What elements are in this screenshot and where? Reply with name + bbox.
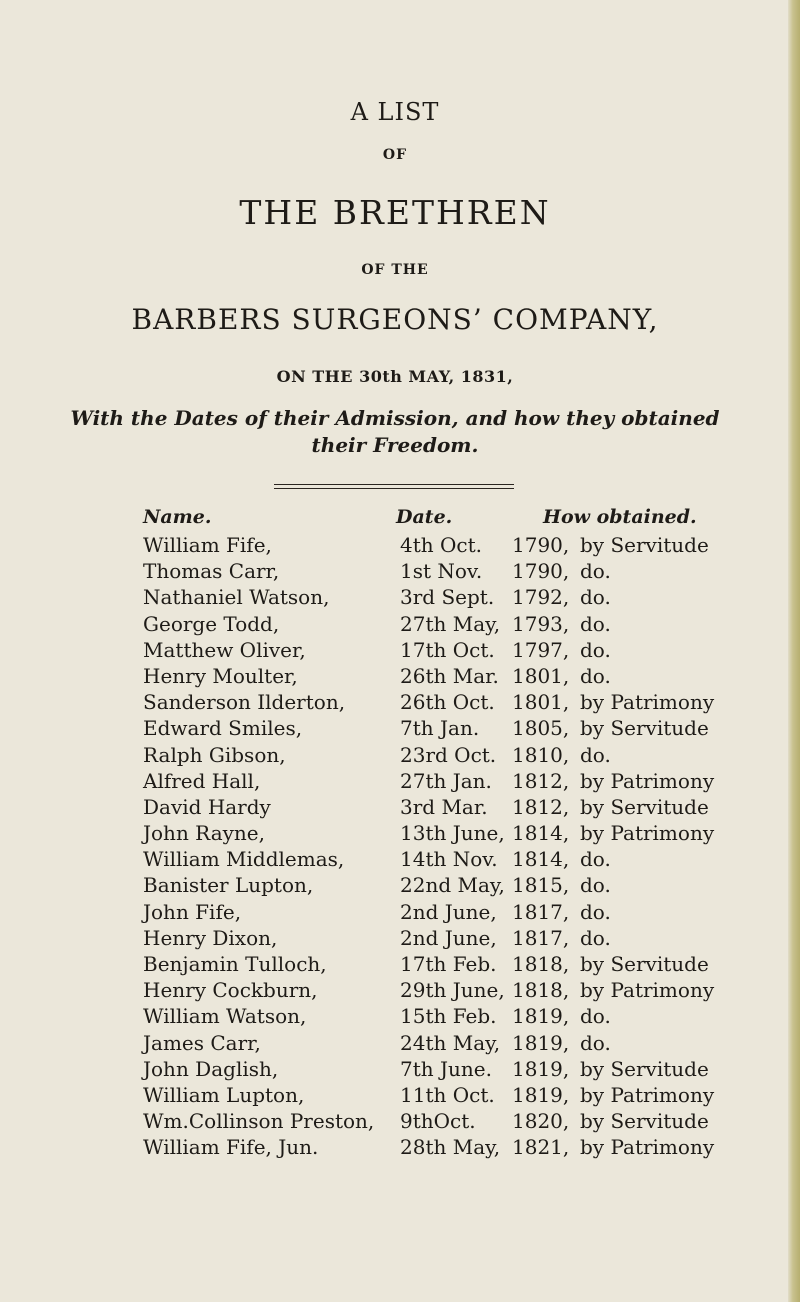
member-name: Wm.Collinson Preston, [143,1109,375,1134]
admission-year: 1819, [512,1056,570,1081]
how-obtained: by Servitude [580,952,709,976]
member-name: William Fife, Jun. [143,1135,319,1160]
admission-date: 26th Mar. [400,663,499,688]
how-obtained: by Patrimony [580,821,715,846]
admission-year: 1793, [512,611,570,636]
member-name: John Rayne, [143,821,265,846]
member-name: James Carr, [143,1030,261,1055]
admission-year: 1819, [512,1082,570,1107]
list-item [0,847,790,873]
page-edge [788,0,800,1302]
admission-date: 9thOct. [400,1109,476,1134]
how-obtained: by Servitude [580,716,709,741]
how-obtained: do. [580,899,611,924]
how-obtained: do. [580,1004,611,1029]
admission-year: 1815, [512,873,570,898]
admission-year: 1801, [512,690,570,715]
list-item [0,716,790,742]
admission-year: 1820, [512,1109,570,1134]
how-obtained: by Patrimony [580,978,715,1003]
admission-date: 14th Nov. [400,847,498,872]
admission-date: 7th June. [400,1056,492,1081]
list-item [0,638,790,664]
how-obtained: by Patrimony [580,1082,715,1107]
admission-date: 15th Feb. [400,1004,497,1029]
how-obtained: do. [580,1030,611,1055]
admission-year: 1819, [512,1004,570,1029]
admission-year: 1812, [512,794,570,819]
admission-year: 1790, [512,533,570,557]
admission-year: 1817, [512,925,570,950]
member-name: Thomas Carr, [143,559,280,584]
member-name: Sanderson Ilderton, [143,690,346,715]
admission-date: 11th Oct. [400,1082,495,1107]
admission-date: 28th May, [400,1135,501,1160]
list-item [0,952,790,978]
how-obtained: do. [580,925,611,950]
admission-date: 17th Feb. [400,952,497,976]
admission-year: 1814, [512,821,570,846]
admission-year: 1801, [512,663,570,688]
member-name: John Daglish, [143,1056,279,1081]
how-obtained: do. [580,847,611,872]
admission-date: 1st Nov. [400,559,483,584]
divider-rule [274,484,514,485]
member-name: Henry Dixon, [143,925,278,950]
how-obtained: do. [580,663,611,688]
admission-date: 7th Jan. [400,716,480,741]
column-headers [0,506,790,532]
list-item [0,1004,790,1030]
header-date: Date. [396,506,453,528]
list-item [0,873,790,899]
title-of: OF [382,147,408,163]
how-obtained: by Patrimony [580,690,715,715]
list-item [0,1057,790,1083]
how-obtained: by Servitude [580,794,709,819]
list-item [0,690,790,716]
admission-year: 1818, [512,978,570,1003]
brethren-list [0,533,790,1162]
title-a-list: A LIST [350,98,440,126]
divider-rule [274,488,514,489]
member-name: Nathaniel Watson, [143,585,330,610]
admission-date: 27th Jan. [400,768,492,793]
member-name: George Todd, [143,611,280,636]
member-name: Benjamin Tulloch, [143,952,327,976]
member-name: William Lupton, [143,1082,305,1107]
admission-year: 1814, [512,847,570,872]
list-item [0,743,790,769]
how-obtained: do. [580,585,611,610]
list-item [0,926,790,952]
admission-date: 17th Oct. [400,637,495,662]
admission-date: 2nd June, [400,899,497,924]
member-name: William Fife, [143,533,272,557]
list-item [0,1135,790,1161]
admission-year: 1797, [512,637,570,662]
admission-year: 1817, [512,899,570,924]
admission-date: 22nd May, [400,873,505,898]
member-name: Matthew Oliver, [143,637,306,662]
how-obtained: by Servitude [580,533,709,557]
admission-year: 1821, [512,1135,570,1160]
how-obtained: do. [580,559,611,584]
how-obtained: do. [580,742,611,767]
header-name: Name. [143,506,212,528]
admission-year: 1812, [512,768,570,793]
member-name: Alfred Hall, [143,768,261,793]
list-item [0,1083,790,1109]
member-name: Henry Moulter, [143,663,298,688]
how-obtained: do. [580,637,611,662]
title-of-the: OF THE [361,262,429,278]
how-obtained: by Servitude [580,1056,709,1081]
admission-year: 1792, [512,585,570,610]
list-item [0,585,790,611]
subtitle: With the Dates of their Admission, and how they obtained their Freedom. [70,406,720,457]
admission-date: 24th May, [400,1030,501,1055]
list-item [0,612,790,638]
admission-year: 1805, [512,716,570,741]
admission-date: 27th May, [400,611,501,636]
member-name: John Fife, [143,899,242,924]
admission-year: 1810, [512,742,570,767]
admission-date: 4th Oct. [400,533,482,557]
member-name: Ralph Gibson, [143,742,286,767]
member-name: Banister Lupton, [143,873,314,898]
list-item [0,559,790,585]
how-obtained: by Servitude [580,1109,709,1134]
title-company: BARBERS SURGEONS’ COMPANY, [131,303,659,336]
list-item [0,1031,790,1057]
admission-year: 1790, [512,559,570,584]
title-the-brethren: THE BRETHREN [239,193,551,232]
admission-date: 3rd Mar. [400,794,488,819]
how-obtained: do. [580,611,611,636]
admission-date: 3rd Sept. [400,585,495,610]
member-name: Edward Smiles, [143,716,303,741]
list-item [0,795,790,821]
admission-year: 1819, [512,1030,570,1055]
admission-date: 13th June, [400,821,505,846]
how-obtained: do. [580,873,611,898]
admission-date: 2nd June, [400,925,497,950]
member-name: David Hardy [143,794,271,819]
how-obtained: by Patrimony [580,768,715,793]
list-item [0,664,790,690]
list-item [0,533,790,559]
admission-year: 1818, [512,952,570,976]
member-name: William Watson, [143,1004,307,1029]
admission-date: 26th Oct. [400,690,495,715]
member-name: Henry Cockburn, [143,978,318,1003]
list-item [0,769,790,795]
member-name: William Middlemas, [143,847,345,872]
list-item [0,821,790,847]
list-item [0,978,790,1004]
list-item [0,900,790,926]
header-how-obtained: How obtained. [543,506,697,528]
admission-date: 29th June, [400,978,505,1003]
list-item [0,1109,790,1135]
how-obtained: by Patrimony [580,1135,715,1160]
admission-date: 23rd Oct. [400,742,497,767]
title-date: ON THE 30th MAY, 1831, [276,367,514,386]
